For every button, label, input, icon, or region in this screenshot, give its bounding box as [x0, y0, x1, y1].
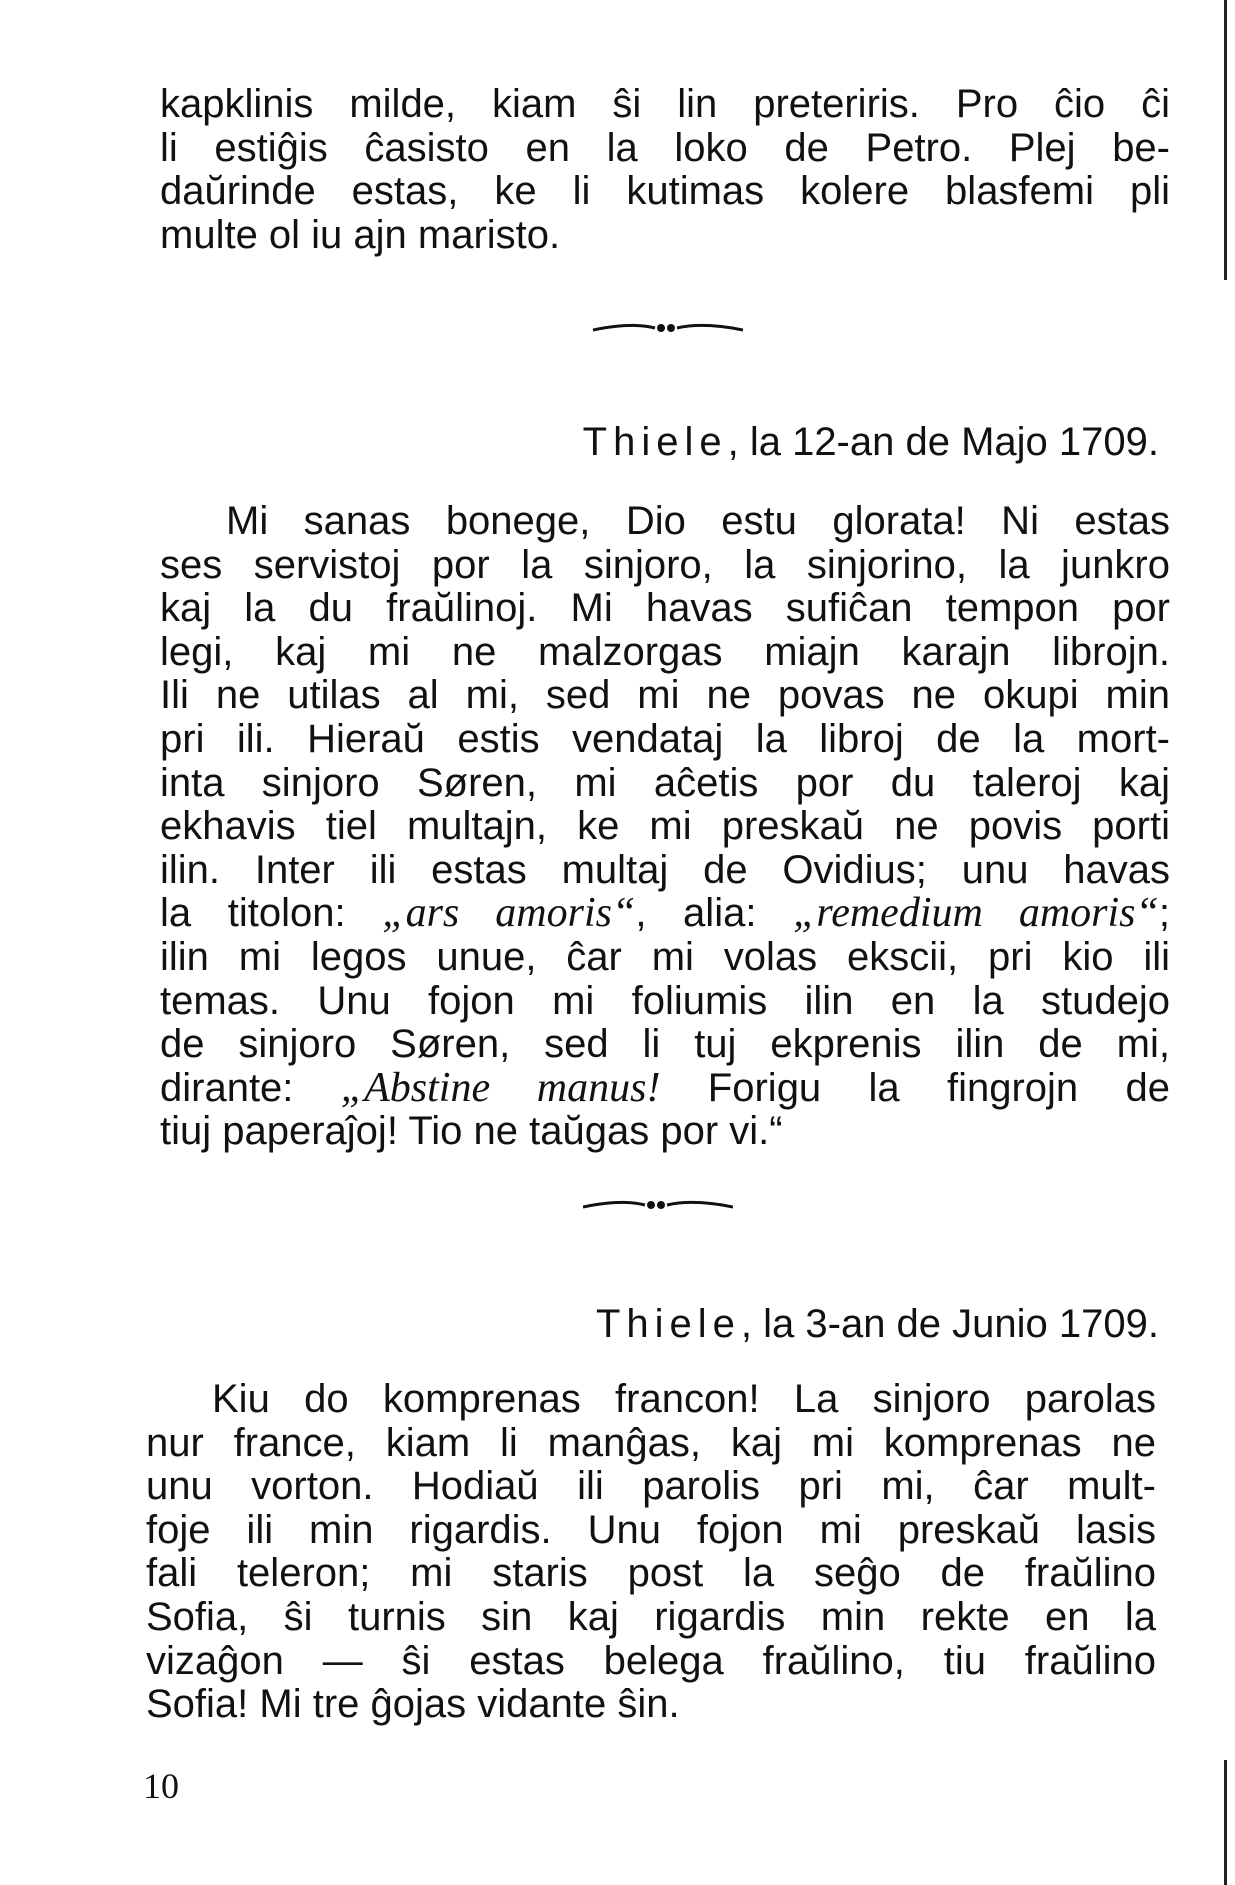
text-line: unu vorton. Hodiaŭ ili parolis pri mi, ĉar mult-: [146, 1464, 1156, 1509]
text-line: Ili ne utilas al mi, sed mi ne povas ne okupi min: [160, 673, 1170, 718]
ornament-divider: [593, 318, 743, 338]
text-line: ilin. Inter ili estas multaj de Ovidius; unu havas: [160, 847, 1170, 892]
text-line: de sinjoro Søren, sed li tuj ekprenis ilin de mi,: [160, 1022, 1170, 1067]
entry-paragraph: [160, 500, 1170, 1154]
entry-heading: [583, 420, 1159, 465]
entry-paragraph: [146, 1378, 1156, 1727]
text-line: kapklinis milde, kiam ŝi lin preteriris. Pro ĉio ĉi: [160, 82, 1170, 126]
text-line: multe ol iu ajn maristo.: [160, 212, 561, 257]
text-line: dirante: „Abstine manus! Forigu la fingrojn de: [160, 1064, 1170, 1111]
page-number: 10: [143, 1766, 179, 1806]
scan-edge-mark: [1224, 1760, 1227, 1885]
text-line: fali teleron; mi staris post la seĝo de fraŭlino: [146, 1551, 1156, 1596]
opening-paragraph: [160, 83, 1170, 257]
text-line: nur france, kiam li manĝas, kaj mi komprenas ne: [146, 1420, 1156, 1465]
heading-date: , la 3-an de Junio 1709.: [740, 1302, 1159, 1346]
heading-date: , la 12-an de Majo 1709.: [727, 420, 1159, 464]
text-line: temas. Unu fojon mi foliumis ilin en la studejo: [160, 978, 1170, 1023]
heading-place: Thiele: [595, 1302, 741, 1346]
ornament-divider: [583, 1195, 733, 1215]
text-line: Sofia! Mi tre ĝojas vidante ŝin.: [146, 1682, 680, 1727]
book-title-italic: „ars amoris“: [382, 890, 636, 937]
text-line: inta sinjoro Søren, mi aĉetis por du taleroj kaj: [160, 760, 1170, 805]
text-line: ekhavis tiel multajn, ke mi preskaŭ ne povis porti: [160, 804, 1170, 849]
latin-quote-italic: „Abstine manus!: [340, 1064, 661, 1111]
text-line: legi, kaj mi ne malzorgas miajn karajn librojn.: [160, 629, 1170, 674]
text-line: tiuj paperaĵoj! Tio ne taŭgas por vi.“: [160, 1109, 783, 1154]
heading-place: Thiele: [582, 420, 728, 464]
text-line: Kiu do komprenas francon! La sinjoro parolas: [212, 1377, 1156, 1421]
text-line: daŭrinde estas, ke li kutimas kolere blasfemi pli: [160, 169, 1170, 214]
book-title-italic: „remedium amoris“: [793, 890, 1159, 937]
text-line: vizaĝon — ŝi estas belega fraŭlino, tiu fraŭlino: [146, 1638, 1156, 1683]
text-line: ses servistoj por la sinjoro, la sinjorino, la junkro: [160, 542, 1170, 587]
entry-heading: [596, 1302, 1159, 1347]
text-line: Sofia, ŝi turnis sin kaj rigardis min rekte en la: [146, 1594, 1156, 1639]
text-line: foje ili min rigardis. Unu fojon mi preskaŭ lasis: [146, 1507, 1156, 1552]
text-line: li estiĝis ĉasisto en la loko de Petro. Plej be-: [160, 125, 1170, 170]
text-line: Mi sanas bonege, Dio estu glorata! Ni estas: [226, 499, 1170, 543]
text-line: ilin mi legos unue, ĉar mi volas ekscii, pri kio ili: [160, 934, 1170, 979]
scan-edge-mark: [1224, 0, 1227, 280]
text-line: la titolon: „ars amoris“, alia: „remedium amoris“;: [160, 890, 1170, 937]
text-line: kaj la du fraŭlinoj. Mi havas sufiĉan tempon por: [160, 586, 1170, 631]
text-line: pri ili. Hieraŭ estis vendataj la libroj de la mort-: [160, 716, 1170, 761]
